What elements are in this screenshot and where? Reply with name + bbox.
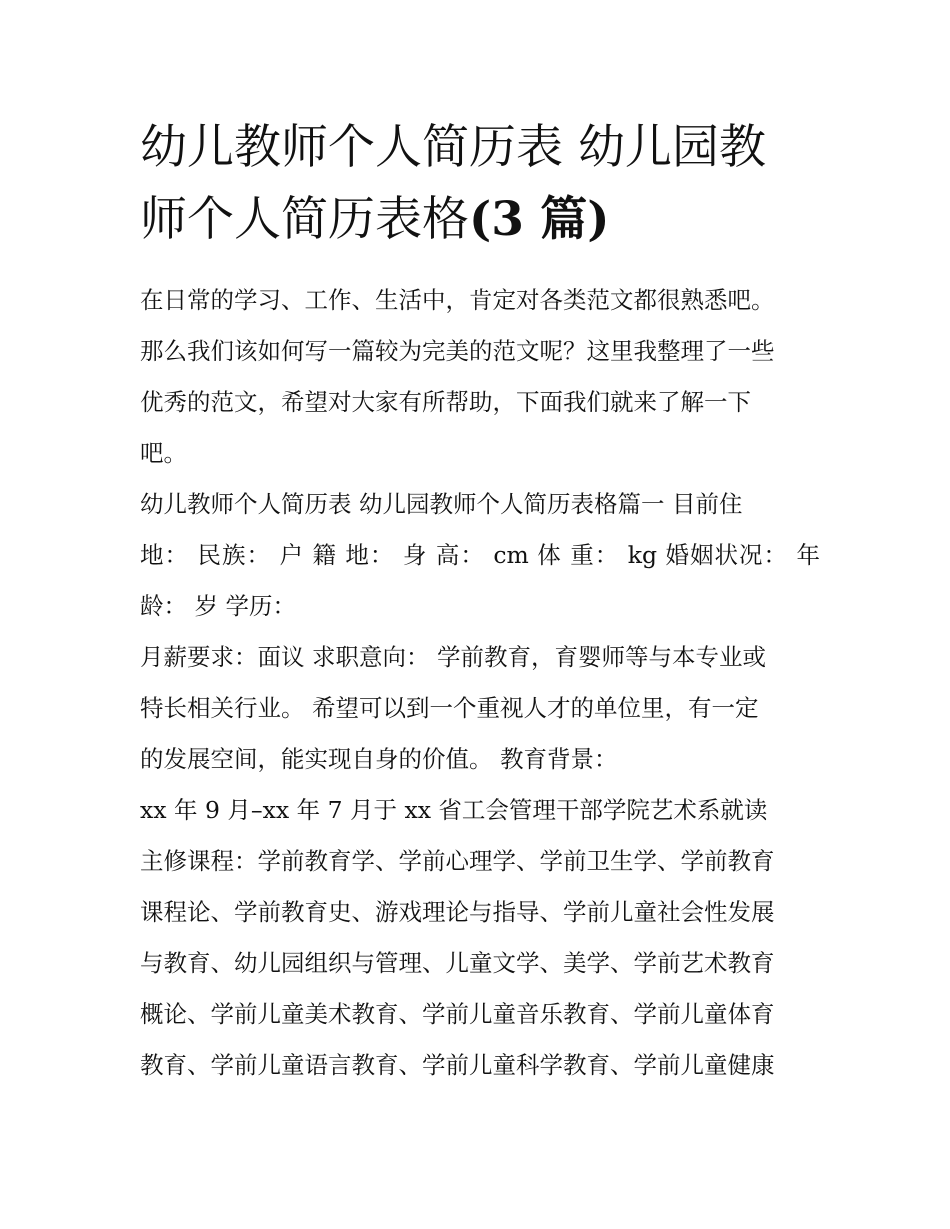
body-line: 课程论、学前教育史、游戏理论与指导、学前儿童社会性发展 [140,898,775,926]
title-line-2-text: 师个人简历表格 [140,192,469,247]
title-line-2 [140,184,820,256]
body-line: 吧。 [140,439,187,467]
body-line: 月薪要求：面议 求职意向： 学前教育，育婴师等与本专业或 [140,643,766,671]
body-line: 的发展空间，能实现自身的价值。 教育背景： [140,745,618,773]
body-line: 地： 民族： 户 籍 地： 身 高： cm 体 重： kg 婚姻状况： 年 [140,541,820,569]
body-line: 与教育、幼儿园组织与管理、儿童文学、美学、学前艺术教育 [140,949,775,977]
document-title [140,112,820,256]
body-line: 主修课程：学前教育学、学前心理学、学前卫生学、学前教育 [140,847,775,875]
title-line-1: 幼儿教师个人简历表 幼儿园教 [140,120,766,175]
title-line-2-count: (3 篇) [469,192,610,247]
body-line: 那么我们该如何写一篇较为完美的范文呢？这里我整理了一些 [140,337,775,365]
body-line: 龄： 岁 学历： [140,592,296,620]
body-line: 幼儿教师个人简历表 幼儿园教师个人简历表格篇一 目前住 [140,490,743,518]
body-line: xx 年 9 月–xx 年 7 月于 xx 省工会管理干部学院艺术系就读 [140,796,768,824]
body-line: 概论、学前儿童美术教育、学前儿童音乐教育、学前儿童体育 [140,1000,775,1028]
body-line: 特长相关行业。 希望可以到一个重视人才的单位里，有一定 [140,694,759,722]
body-line: 教育、学前儿童语言教育、学前儿童科学教育、学前儿童健康 [140,1051,775,1079]
body-line: 在日常的学习、工作、生活中，肯定对各类范文都很熟悉吧。 [140,286,775,314]
body-line: 优秀的范文，希望对大家有所帮助，下面我们就来了解一下 [140,388,751,416]
